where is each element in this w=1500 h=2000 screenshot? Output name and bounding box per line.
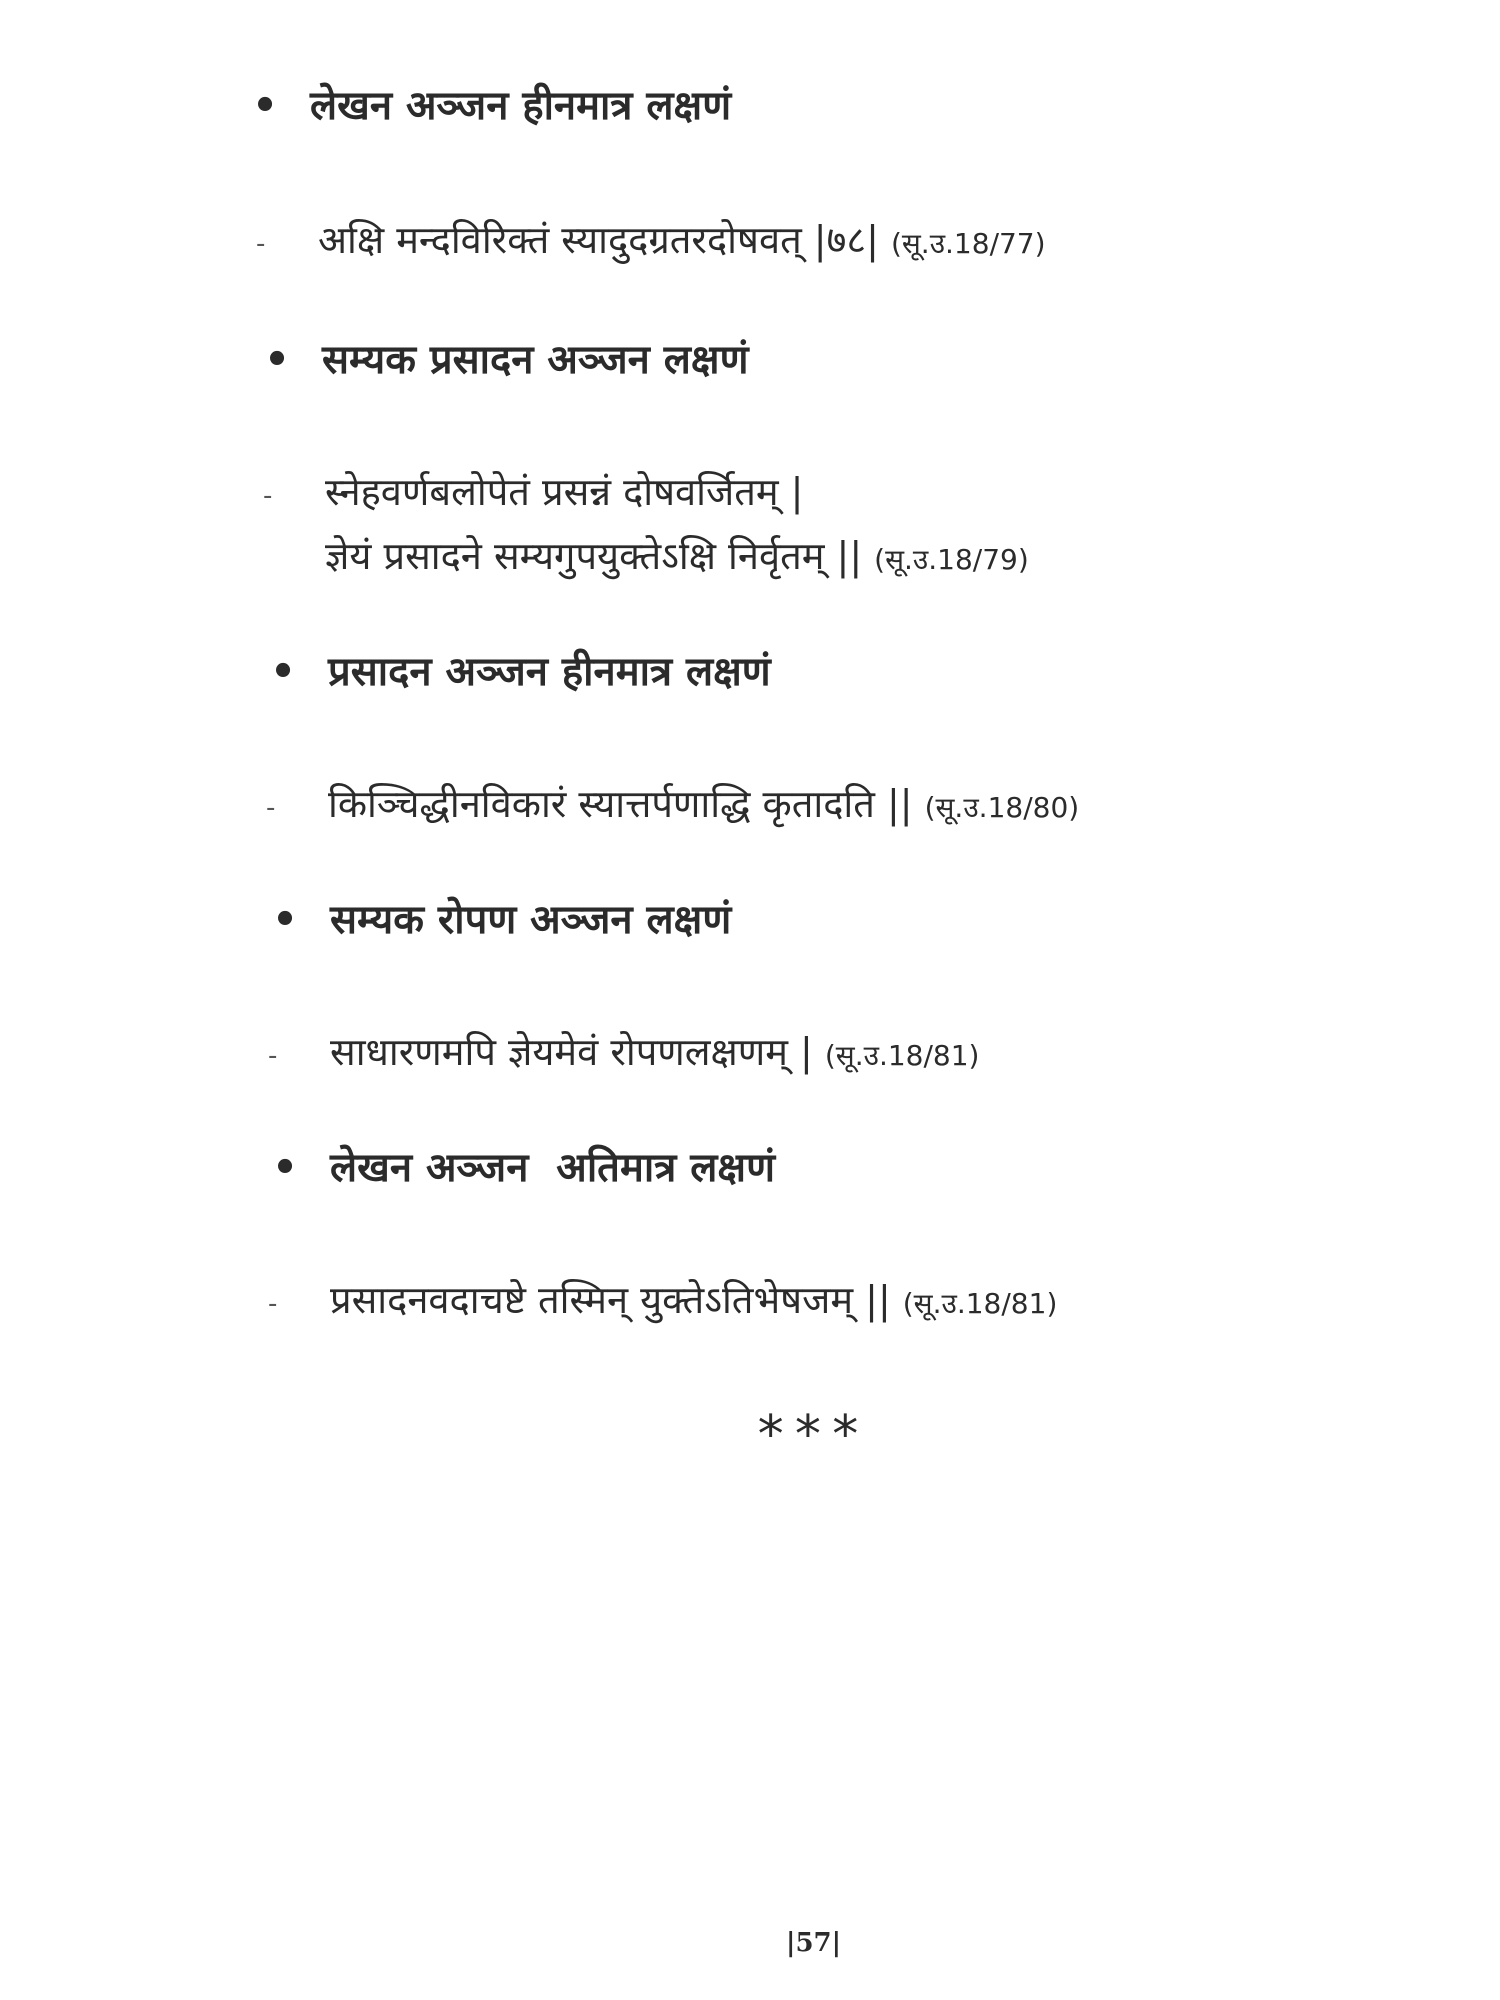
dash-4: - [268,1041,278,1071]
verse-ref-1: (सू.उ.18/77) [890,227,1046,260]
verse-ref-5: (सू.उ.18/81) [902,1287,1058,1320]
bullet-5: • [272,1145,298,1191]
bullet-1: • [252,83,278,129]
dash-1: - [256,229,266,259]
verse-ref-4: (सू.उ.18/81) [824,1039,980,1072]
heading-text-5: लेखन अञ्जन अतिमात्र लक्षणं [330,1145,775,1191]
bullet-2: • [264,337,290,383]
verse-line-2-1: स्नेहवर्णबलोपेतं प्रसन्नं दोषवर्जितम् | [325,470,804,514]
verse-ref-2: (सू.उ.18/79) [874,543,1029,576]
heading-text-4: सम्यक रोपण अञ्जन लक्षणं [330,897,732,943]
verse-line-1-1: अक्षि मन्दविरिक्तं स्यादुदग्रतरदोषवत् |७८| [318,218,879,262]
verse-5 [268,1268,1058,1336]
section-heading-1 [252,82,732,130]
heading-text-2: सम्यक प्रसादन अञ्जन लक्षणं [322,337,749,383]
verse-line-5-1: प्रसादनवदाचष्टे तस्मिन् युक्तेऽतिभेषजम् || [330,1278,891,1322]
bullet-3: • [270,649,296,695]
verse-1 [256,208,1046,276]
dash-2: - [263,481,273,511]
bullet-4: • [272,897,298,943]
verse-2 [263,460,1029,592]
verse-4 [268,1020,980,1088]
dash-3: - [266,793,276,823]
verse-line-2-2: ज्ञेयं प्रसादने सम्यगुपयुक्तेऽक्षि निर्वृतम् || [325,534,863,578]
page-number: |57| [786,1928,842,1958]
section-heading-2 [264,336,749,384]
verse-3 [266,772,1080,840]
section-heading-3 [270,648,771,696]
verse-line-2-2-wrap [325,524,1029,592]
dash-5: - [268,1289,278,1319]
verse-line-4-1: साधारणमपि ज्ञेयमेवं रोपणलक्षणम् | [330,1030,813,1074]
verse-line-3-1: किञ्चिद्धीनविकारं स्यात्तर्पणाद्धि कृतादति || [328,782,913,826]
section-heading-5 [272,1144,775,1192]
heading-text-1: लेखन अञ्जन हीनमात्र लक्षणं [310,83,732,129]
section-heading-4 [272,896,732,944]
verse-ref-3: (सू.उ.18/80) [924,791,1080,824]
end-marker: *** [755,1405,867,1465]
heading-text-3: प्रसादन अञ्जन हीनमात्र लक्षणं [328,649,771,695]
